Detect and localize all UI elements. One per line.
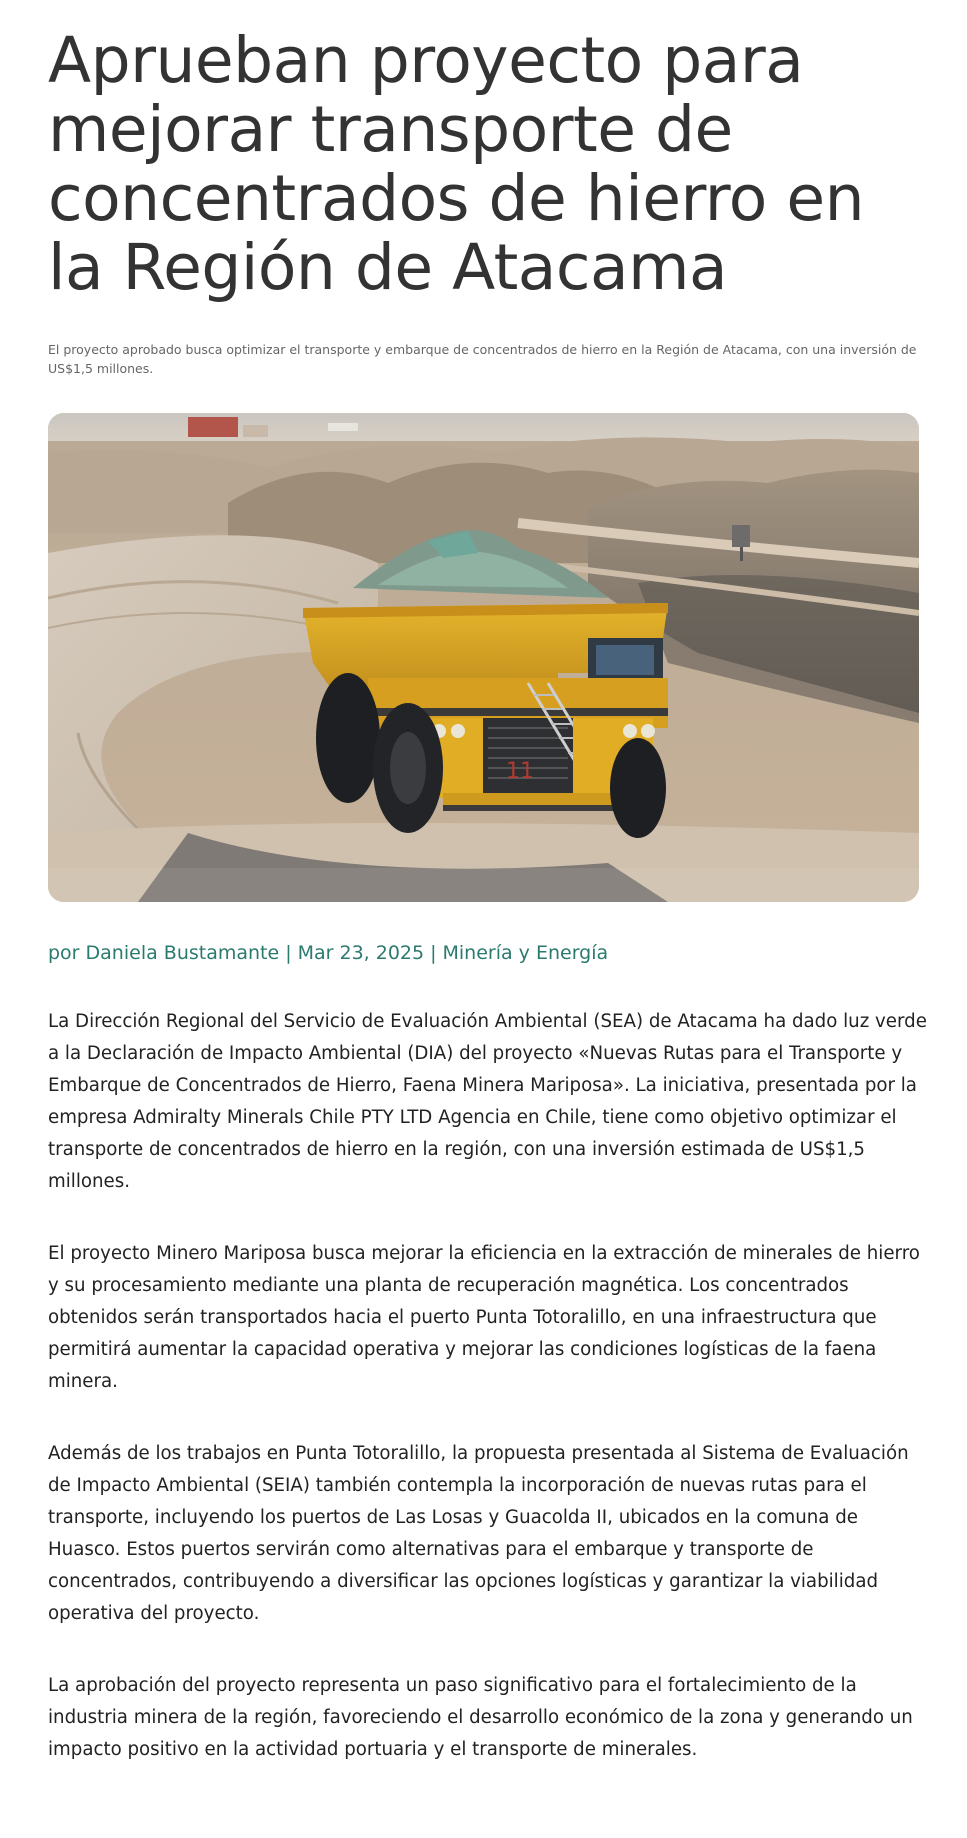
article-paragraph: La aprobación del proyecto representa un paso significativo para el fortalecimiento de la industria minera de la región, favoreciendo el desarrollo económico de la zona y generando un impacto positivo en la actividad portuaria y el transporte de minerales. xyxy=(48,1675,913,1760)
article-byline xyxy=(48,940,919,966)
hero-image xyxy=(48,413,919,902)
article xyxy=(48,0,927,1766)
article-paragraph: Además de los trabajos en Punta Totoralillo, la propuesta presentada al Sistema de Evaluación de Impacto Ambiental (SEIA) también contempla la incorporación de nuevas rutas para el transporte, incluyendo los puertos de Las Losas y Guacolda II, ubicados en la comuna de Huasco. Estos puertos servirán como alternativas para el embarque y transporte de concentrados, contribuyendo a diversificar las opciones logísticas y garantizar la viabilidad operativa del proyecto. xyxy=(48,1443,909,1624)
article-body xyxy=(48,1006,927,1766)
article-paragraph: El proyecto Minero Mariposa busca mejorar la eficiencia en la extracción de minerales de hierro y su procesamiento mediante una planta de recuperación magnética. Los concentrados obtenidos serán transportados hacia el puerto Punta Totoralillo, en una infraestructura que permitirá aumentar la capacidad operativa y mejorar las condiciones logísticas de la faena minera. xyxy=(48,1243,920,1392)
publish-date: Mar 23, 2025 xyxy=(297,942,425,964)
distant-building xyxy=(188,417,238,437)
article-paragraph: La Dirección Regional del Servicio de Evaluación Ambiental (SEA) de Atacama ha dado luz verde a la Declaración de Impacto Ambiental (DIA) del proyecto «Nuevas Rutas para el Transporte y Embarque de Concentrados de Hierro, Faena Minera Mariposa». La iniciativa, presentada por la empresa Admiralty Minerals Chile PTY LTD Agencia en Chile, tiene como objetivo optimizar el transporte de concentrados de hierro en la región, con una inversión estimada de US$1,5 millones. xyxy=(48,1011,927,1192)
article-title: Aprueban proyecto para mejorar transporte de concentrados de hierro en la Región de Atacama xyxy=(48,24,865,304)
category-link[interactable]: Minería y Energía xyxy=(442,942,609,964)
article-summary: El proyecto aprobado busca optimizar el transporte y embarque de concentrados de hierro en la Región de Atacama, con una inversión de US$1,5 millones. xyxy=(48,342,917,376)
byline-separator: | xyxy=(430,942,437,964)
truck-number: 11 xyxy=(506,759,534,784)
author-link[interactable]: por Daniela Bustamante xyxy=(48,942,280,964)
mining-haul-truck-photo xyxy=(48,413,919,902)
byline-separator: | xyxy=(285,942,292,964)
